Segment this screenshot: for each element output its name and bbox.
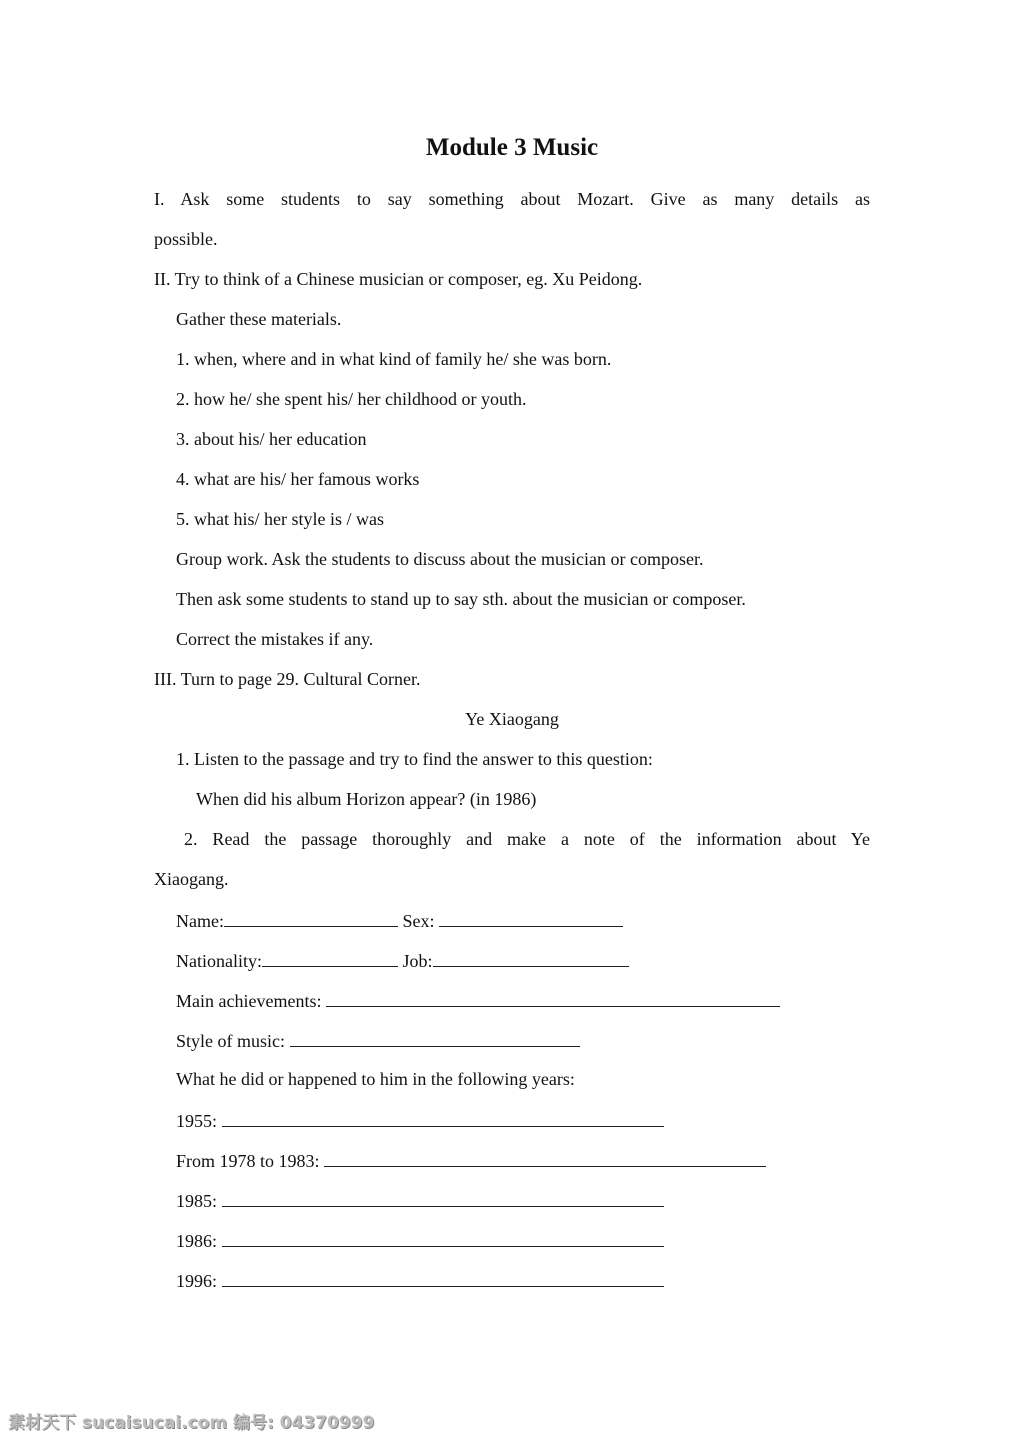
nationality-blank[interactable] (262, 948, 398, 967)
page-title: Module 3 Music (425, 134, 599, 161)
form-row-1986 (176, 1228, 664, 1252)
years-intro: What he did or happened to him in the following years: (176, 1069, 575, 1089)
form-row-1996 (176, 1268, 664, 1292)
form-row-name-sex (176, 908, 623, 932)
name-label: Name: (176, 911, 224, 931)
list-item: 2. how he/ she spent his/ her childhood or youth. (176, 389, 527, 409)
then-text: Then ask some students to stand up to say sth. about the musician or composer. (176, 589, 746, 609)
list-item: 5. what his/ her style is / was (176, 509, 384, 529)
list-item: 1. when, where and in what kind of family he/ she was born. (176, 349, 612, 369)
sex-label: Sex: (402, 911, 435, 931)
achievements-blank[interactable] (326, 988, 780, 1007)
nationality-label: Nationality: (176, 951, 262, 971)
form-row-achievements (176, 988, 780, 1012)
year-1978-blank[interactable] (324, 1148, 766, 1167)
year-1985-blank[interactable] (222, 1188, 664, 1207)
style-label: Style of music: (176, 1031, 285, 1051)
section3-subtitle: Ye Xiaogang (465, 709, 559, 729)
job-blank[interactable] (433, 948, 629, 967)
correct-text: Correct the mistakes if any. (176, 629, 374, 649)
section2-intro: Gather these materials. (176, 309, 342, 329)
list-item: 4. what are his/ her famous works (176, 469, 420, 489)
year-1955-blank[interactable] (222, 1108, 664, 1127)
sex-blank[interactable] (439, 908, 623, 927)
question-1: 1. Listen to the passage and try to find the answer to this question: (176, 749, 653, 769)
year-1978-label: From 1978 to 1983: (176, 1151, 320, 1171)
year-1996-label: 1996: (176, 1271, 218, 1291)
job-label: Job: (402, 951, 433, 971)
year-1996-blank[interactable] (222, 1268, 664, 1287)
year-1986-blank[interactable] (222, 1228, 664, 1247)
question-1-answer: When did his album Horizon appear? (in 1986) (196, 789, 537, 809)
name-blank[interactable] (224, 908, 398, 927)
section3-heading: III. Turn to page 29. Cultural Corner. (154, 669, 421, 689)
section1-line2: possible. (154, 229, 218, 249)
question-2-line1: 2. Read the passage thoroughly and make a note of the information about Ye (184, 829, 870, 849)
year-1986-label: 1986: (176, 1231, 218, 1251)
form-row-nationality-job (176, 948, 629, 972)
question-2-line2: Xiaogang. (154, 869, 229, 889)
achievements-label: Main achievements: (176, 991, 322, 1011)
form-row-1955 (176, 1108, 664, 1132)
watermark: 素材天下 sucaisucai.com 编号: 04370999 (8, 1413, 375, 1433)
group-work-text: Group work. Ask the students to discuss about the musician or composer. (176, 549, 704, 569)
list-item: 3. about his/ her education (176, 429, 367, 449)
form-row-style (176, 1028, 580, 1052)
section1-line1: I. Ask some students to say something about Mozart. Give as many details as (154, 189, 870, 209)
section2-heading: II. Try to think of a Chinese musician or composer, eg. Xu Peidong. (154, 269, 643, 289)
style-blank[interactable] (290, 1028, 580, 1047)
year-1955-label: 1955: (176, 1111, 218, 1131)
form-row-1978-1983 (176, 1148, 766, 1172)
form-row-1985 (176, 1188, 664, 1212)
year-1985-label: 1985: (176, 1191, 218, 1211)
